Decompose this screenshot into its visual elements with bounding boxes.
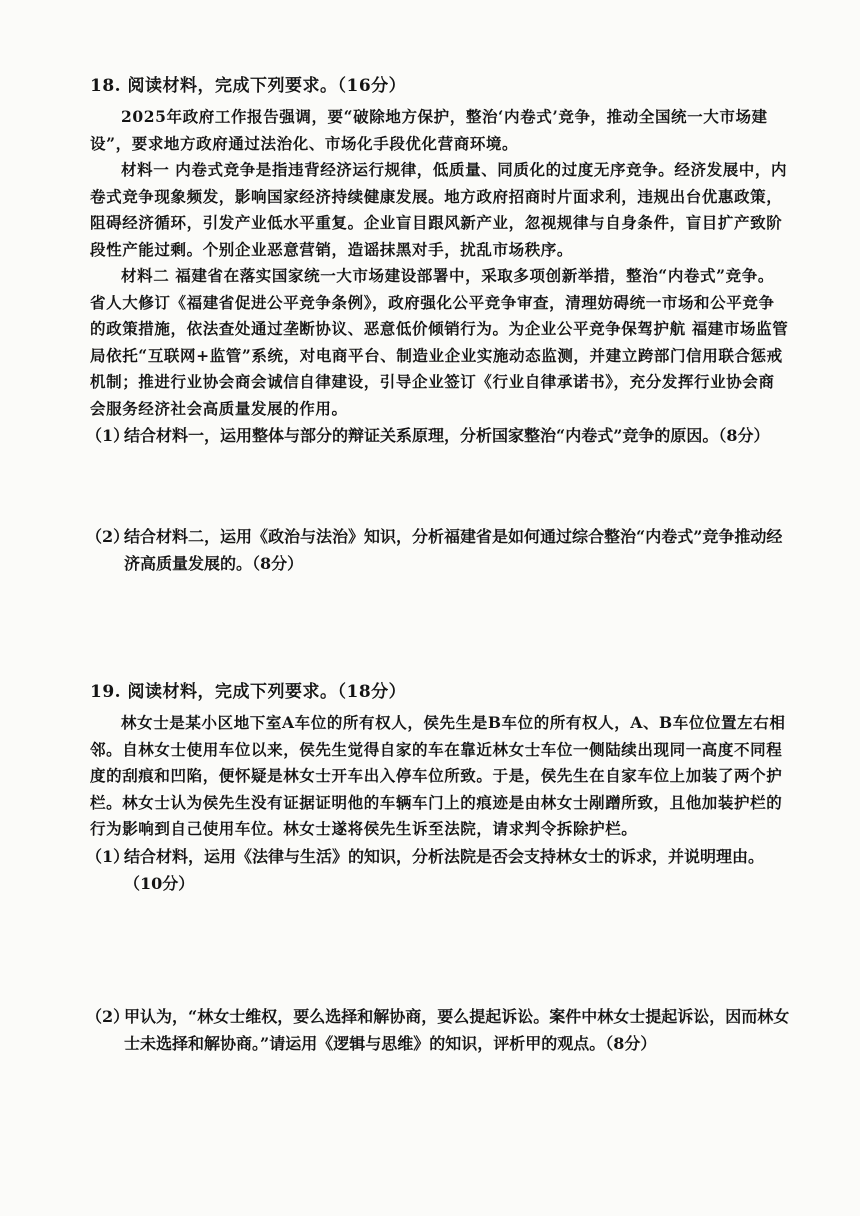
answer-space — [90, 449, 790, 523]
question-19-sub-1-number: （1） — [86, 846, 130, 866]
question-19-sub-1-text: 结合材料，运用《法律与生活》的知识，分析法院是否会支持林女士的诉求，并说明理由。（10分） — [124, 846, 765, 893]
question-19-heading: 19. 阅读材料，完成下列要求。（18分） — [90, 682, 407, 702]
question-19-sub-2 — [86, 1003, 790, 1057]
question-18-material-1: 材料一 内卷式竞争是指违背经济运行规律，低质量、同质化的过度无序竞争。经济发展中，内卷式竞争现象频发，影响国家经济持续健康发展。地方政府招商时片面求利，违规出台优惠政策，阻碍经济循环，引发产业低水平重复。企业盲目跟风新产业，忽视规律与自身条件，盲目扩产致阶段性产能过剩。个别企业恶意营销，造谣抹黑对手，扰乱市场秩序。 — [90, 160, 788, 259]
answer-space — [90, 897, 790, 1003]
question-18 — [86, 74, 790, 577]
question-18-intro: 2025年政府工作报告强调，要“破除地方保护，整治‘内卷式’竞争，推动全国统一大市场建设”，要求地方政府通过法治化、市场化手段优化营商环境。 — [90, 107, 768, 153]
question-19 — [86, 680, 790, 1057]
question-19-sub-1 — [86, 843, 790, 897]
question-18-sub-1 — [86, 422, 790, 449]
question-19-sub-2-text: 甲认为，“林女士维权，要么选择和解协商，要么提起诉讼。案件中林女士提起诉讼，因而林女士未选择和解协商。”请运用《逻辑与思维》的知识，评析甲的观点。（8分） — [124, 1006, 790, 1053]
question-18-sub-2-number: （2） — [86, 527, 130, 546]
question-18-heading: 18. 阅读材料，完成下列要求。（16分） — [90, 76, 407, 96]
question-18-sub-1-number: （1） — [86, 426, 130, 445]
question-18-sub-2 — [86, 523, 790, 577]
question-18-material-2: 材料二 福建省在落实国家统一大市场建设部署中，采取多项创新举措，整治“内卷式”竞争。省人大修订《福建省促进公平竞争条例》，政府强化公平竞争审查，清理妨碍统一市场和公平竞争的政策措施，依法查处通过垄断协议、恶意低价倾销行为。为企业公平竞争保驾护航 福建市场监管局依托“互联网+监管”系统，对电商平台、制造业企业实施动态监测，并建立跨部门信用联合惩戒机制；推进行业协会商会诚信自律建设，引导企业签订《行业自律承诺书》，充分发挥行业协会商会服务经济社会高质量发展的作用。 — [90, 266, 789, 418]
question-18-sub-2-text: 结合材料二，运用《政治与法治》知识，分析福建省是如何通过综合整治“内卷式”竞争推动经济高质量发展的。（8分） — [124, 527, 783, 573]
question-19-sub-2-number: （2） — [86, 1006, 130, 1026]
question-19-material: 林女士是某小区地下室A车位的所有权人，侯先生是B车位的所有权人，A、B车位位置左右相邻。自林女士使用车位以来，侯先生觉得自家的车在靠近林女士车位一侧陆续出现同一高度不同程度的刮痕和凹陷，便怀疑是林女士开车出入停车位所致。于是，侯先生在自家车位上加装了两个护栏。林女士认为侯先生没有证据证明他的车辆车门上的痕迹是由林女士剐蹭所致，且他加装护栏的行为影响到自己使用车位。林女士遂将侯先生诉至法院，请求判令拆除护栏。 — [90, 713, 786, 838]
question-18-sub-1-text: 结合材料一，运用整体与部分的辩证关系原理，分析国家整治“内卷式”竞争的原因。（8分） — [124, 426, 770, 445]
